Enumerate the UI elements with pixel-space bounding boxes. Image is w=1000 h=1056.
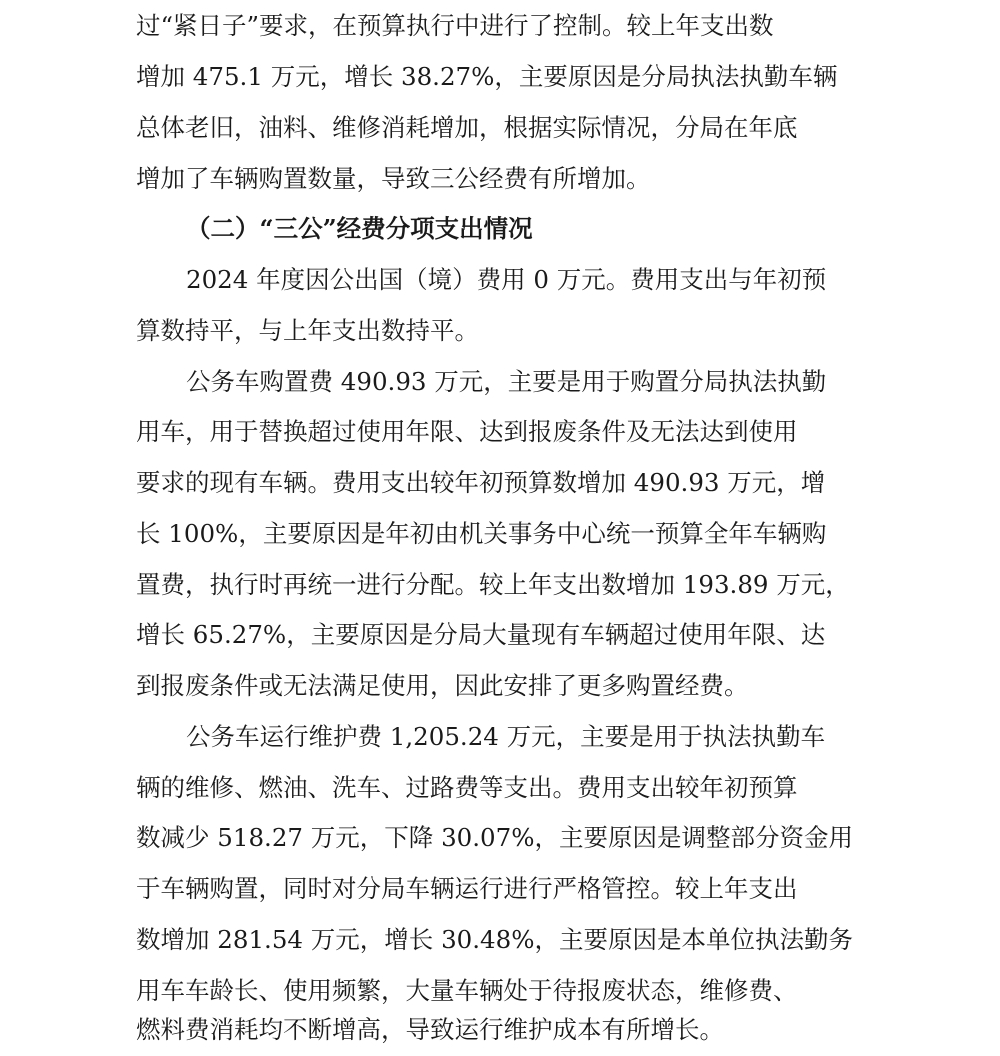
text-line-15: 公务车运行维护费 1,205.24 万元，主要是用于执法执勤车 (186, 722, 826, 751)
text-line-18: 于车辆购置，同时对分局车辆运行进行严格管控。较上年支出 (136, 874, 798, 903)
section-heading: （二）“三公”经费分项支出情况 (186, 214, 533, 243)
text-line-20: 用车车龄长、使用频繁，大量车辆处于待报废状态，维修费、 (136, 976, 798, 1005)
text-line-2: 增加 475.1 万元，增长 38.27%，主要原因是分局执法执勤车辆 (136, 62, 838, 91)
text-line-1: 过“紧日子”要求，在预算执行中进行了控制。较上年支出数 (136, 11, 774, 40)
text-line-17: 数减少 518.27 万元，下降 30.07%，主要原因是调整部分资金用 (136, 823, 854, 852)
text-line-8: 公务车购置费 490.93 万元，主要是用于购置分局执法执勤 (186, 367, 827, 396)
text-line-6: 2024 年度因公出国（境）费用 0 万元。费用支出与年初预 (186, 265, 827, 294)
text-line-7: 算数持平，与上年支出数持平。 (136, 316, 479, 345)
text-line-16: 辆的维修、燃油、洗车、过路费等支出。费用支出较年初预算 (136, 773, 798, 802)
text-line-19: 数增加 281.54 万元，增长 30.48%，主要原因是本单位执法勤务 (136, 925, 854, 954)
text-line-4: 增加了车辆购置数量，导致三公经费有所增加。 (136, 164, 651, 193)
text-line-11: 长 100%，主要原因是年初由机关事务中心统一预算全年车辆购 (136, 519, 827, 548)
text-line-14: 到报废条件或无法满足使用，因此安排了更多购置经费。 (136, 671, 749, 700)
text-line-10: 要求的现有车辆。费用支出较年初预算数增加 490.93 万元，增 (136, 468, 826, 497)
text-line-12: 置费，执行时再统一进行分配。较上年支出数增加 193.89 万元， (136, 570, 850, 599)
text-line-13: 增长 65.27%，主要原因是分局大量现有车辆超过使用年限、达 (136, 620, 826, 649)
text-line-9: 用车，用于替换超过使用年限、达到报废条件及无法达到使用 (136, 417, 798, 446)
text-line-21: 燃料费消耗均不断增高，导致运行维护成本有所增长。 (136, 1015, 724, 1044)
text-line-3: 总体老旧，油料、维修消耗增加，根据实际情况，分局在年底 (136, 113, 798, 142)
